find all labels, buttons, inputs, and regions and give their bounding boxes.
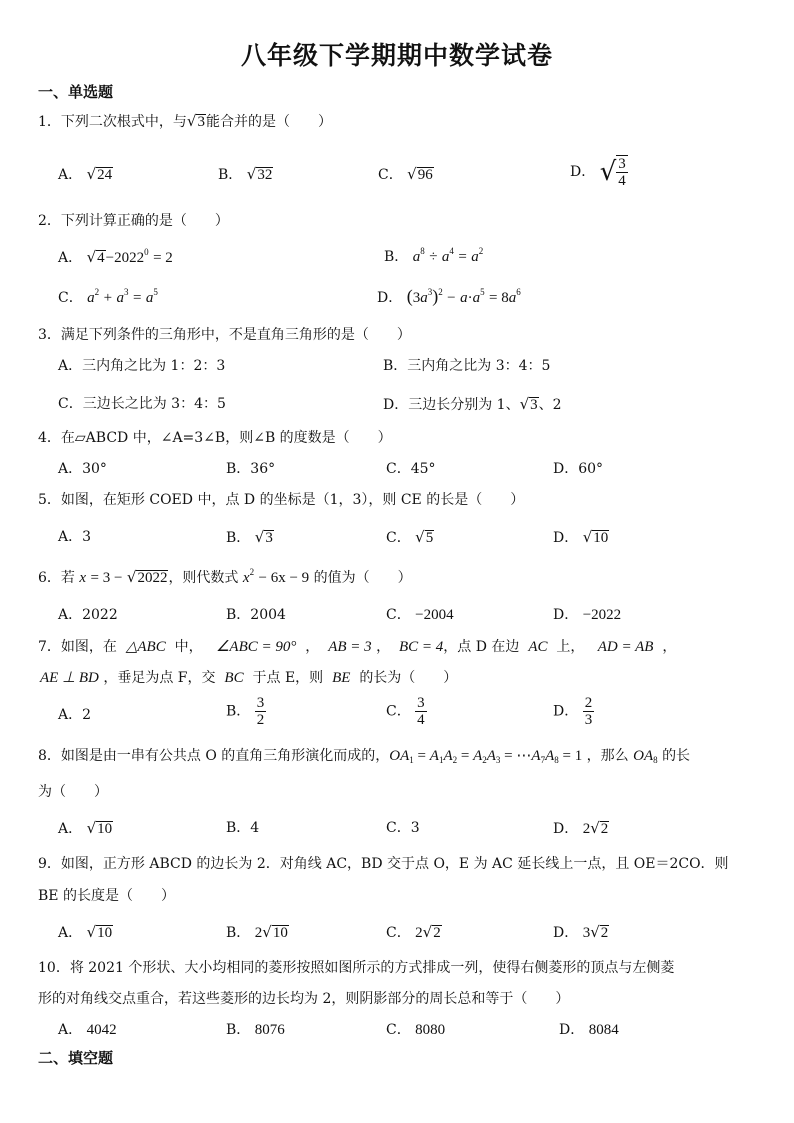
question-3-option-d[interactable]: D．三边长分别为 1、√3、2 (383, 395, 562, 413)
question-7-stem-line-2: AE ⊥ BD ，垂足为点 F，交 BC 于点 E，则 BE 的长为（ ） (40, 670, 458, 686)
question-4-option-d[interactable]: D．60° (553, 461, 604, 477)
question-7-stem-line-1: 7．如图，在 △ABC 中， ∠ABC = 90° ， AB = 3 ， BC = 4，点 D 在边 AC 上， AD = AB ， (38, 639, 677, 655)
question-5-stem: 5．如图，在矩形 COED 中，点 D 的坐标是（1，3），则 CE 的长是（ ） (38, 492, 525, 508)
question-2-option-b[interactable]: B． $a^8 \div a^4 = a^2$ (384, 246, 484, 265)
question-8-stem-line-1: 8．如图是由一串有公共点 O 的直角三角形演化而成的，$OA_1 = A_1A_2 = A_2A_3$ = $\cdots A_7A_8 = 1$ ，那么 $OA_8$ 的长 (38, 748, 691, 765)
question-10-stem-line-2: 形的对角线交点重合，若这些菱形的边长均为 2，则阴影部分的周长总和等于（ ） (38, 991, 570, 1007)
page-title: 八年级下学期期中数学试卷 (240, 41, 553, 70)
question-8-option-b[interactable]: B．4 (226, 820, 260, 836)
question-4-stem: 4．在▱ABCD 中，∠A=3∠B，则∠B 的度数是（ ） (38, 430, 392, 446)
question-9-stem-line-2: BE 的长度是（ ） (38, 888, 175, 904)
question-1-option-a[interactable]: A． √24 (58, 165, 113, 183)
question-10-option-b[interactable]: B． 8076 (226, 1022, 285, 1038)
question-1-stem: 1．下列二次根式中，与√3能合并的是（ ） (38, 112, 332, 130)
question-10-option-d[interactable]: D． 8084 (559, 1022, 619, 1038)
section-heading-single-choice: 一、单选题 (38, 83, 114, 101)
question-5-option-d[interactable]: D． √10 (553, 528, 609, 546)
question-9-option-a[interactable]: A． √10 (58, 923, 113, 941)
question-8-option-a[interactable]: A． √10 (58, 819, 113, 837)
question-5-option-a[interactable]: A．3 (58, 529, 92, 545)
question-3-stem: 3．满足下列条件的三角形中，不是直角三角形的是（ ） (38, 327, 411, 343)
question-10-stem-line-1: 10．将 2021 个形状、大小均相同的菱形按照如图所示的方式排成一列，使得右侧菱形的顶点与左侧菱 (38, 960, 675, 976)
question-6-option-c[interactable]: C． −2004 (386, 607, 454, 623)
question-9-stem-line-1: 9．如图，正方形 ABCD 的边长为 2．对角线 AC，BD 交于点 O，E 为 AC 延长线上一点，且 OE＝2CO．则 (38, 856, 729, 872)
question-8-option-d[interactable]: D． 2√2 (553, 819, 609, 837)
question-5-option-c[interactable]: C． √5 (386, 528, 434, 546)
question-9-option-c[interactable]: C． 2√2 (386, 923, 441, 941)
question-1-option-c[interactable]: C． √96 (378, 165, 433, 183)
question-2-option-d[interactable]: D． $(3a^3)^2 - a\cdot a^5 = 8a^6$ (377, 286, 521, 306)
question-9-option-b[interactable]: B． 2√10 (226, 923, 288, 941)
question-7-option-a[interactable]: A．2 (58, 707, 92, 723)
question-5-option-b[interactable]: B． √3 (226, 528, 273, 546)
section-heading-fill-blank: 二、填空题 (38, 1049, 114, 1067)
question-6-stem: 6．若 x = 3 − √2022，则代数式 $x^2 - 6x - 9$ 的值为（ ） (38, 567, 412, 586)
question-2-option-a[interactable]: A． $√4-2022^0 = 2$ (58, 247, 173, 266)
question-3-option-c[interactable]: C．三边长之比为 3：4：5 (58, 396, 226, 412)
question-7-option-d[interactable]: D． $\frac{2}{3}$ (553, 695, 593, 728)
question-7-option-c[interactable]: C． $\frac{3}{4}$ (386, 695, 425, 728)
question-10-option-c[interactable]: C． 8080 (386, 1022, 446, 1038)
question-1-option-d[interactable]: D． √ $\frac{3}{4}$ (570, 156, 626, 189)
question-9-option-d[interactable]: D． 3√2 (553, 923, 609, 941)
question-7-option-b[interactable]: B． $\frac{3}{2}$ (226, 695, 265, 728)
question-6-option-a[interactable]: A．2022 (58, 607, 118, 623)
question-3-option-b[interactable]: B．三内角之比为 3：4：5 (383, 358, 551, 374)
question-1-option-b[interactable]: B． √32 (218, 165, 273, 183)
question-10-option-a[interactable]: A． 4042 (58, 1022, 117, 1038)
question-8-option-c[interactable]: C．3 (386, 820, 420, 836)
question-4-option-b[interactable]: B．36° (226, 461, 276, 477)
question-4-option-c[interactable]: C．45° (386, 461, 436, 477)
question-4-option-a[interactable]: A．30° (58, 461, 107, 477)
question-8-stem-line-2: 为（ ） (38, 784, 108, 800)
question-2-stem: 2．下列计算正确的是（ ） (38, 213, 229, 229)
question-6-option-b[interactable]: B．2004 (226, 607, 286, 623)
question-6-option-d[interactable]: D． −2022 (553, 607, 622, 623)
question-3-option-a[interactable]: A．三内角之比为 1：2：3 (58, 358, 226, 374)
question-2-option-c[interactable]: C． $a^2 + a^3 = a^5$ (58, 287, 158, 306)
